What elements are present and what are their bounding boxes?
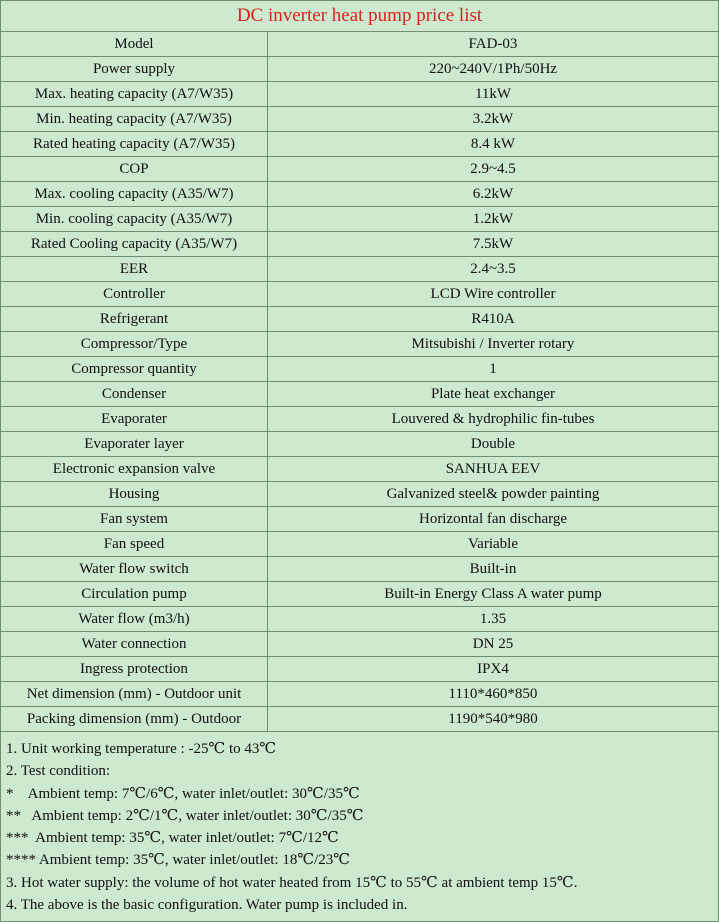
page-title: DC inverter heat pump price list	[1, 1, 718, 32]
table-row	[1, 182, 718, 207]
row-label: Compressor/Type	[1, 332, 268, 357]
row-label: Max. heating capacity (A7/W35)	[1, 82, 268, 107]
table-row	[1, 557, 718, 582]
row-value: FAD-03	[268, 32, 719, 57]
row-value: Built-in	[268, 557, 719, 582]
row-value: Galvanized steel& powder painting	[268, 482, 719, 507]
row-value: 220~240V/1Ph/50Hz	[268, 57, 719, 82]
row-value: 1	[268, 357, 719, 382]
table-row	[1, 632, 718, 657]
row-label: Condenser	[1, 382, 268, 407]
row-label: COP	[1, 157, 268, 182]
table-row	[1, 682, 718, 707]
note-line: 1. Unit working temperature : -25℃ to 43℃	[6, 741, 277, 757]
row-value: 1.35	[268, 607, 719, 632]
row-label: EER	[1, 257, 268, 282]
row-label: Fan speed	[1, 532, 268, 557]
table-row	[1, 82, 718, 107]
note-line: * Ambient temp: 7℃/6℃, water inlet/outlet: 30℃/35℃	[6, 785, 360, 802]
table-row	[1, 657, 718, 682]
row-value: 2.4~3.5	[268, 257, 719, 282]
notes-section	[1, 732, 718, 916]
row-value: Double	[268, 432, 719, 457]
row-value: SANHUA EEV	[268, 457, 719, 482]
table-row	[1, 382, 718, 407]
table-row	[1, 357, 718, 382]
row-label: Circulation pump	[1, 582, 268, 607]
row-value: Plate heat exchanger	[268, 382, 719, 407]
row-label: Max. cooling capacity (A35/W7)	[1, 182, 268, 207]
row-value: 1.2kW	[268, 207, 719, 232]
table-row	[1, 57, 718, 82]
note-line: 4. The above is the basic configuration. Water pump is included in.	[6, 897, 408, 914]
table-row	[1, 157, 718, 182]
table-row	[1, 507, 718, 532]
row-label: Evaporater	[1, 407, 268, 432]
table-row	[1, 407, 718, 432]
table-row	[1, 457, 718, 482]
table-row	[1, 32, 718, 57]
table-row	[1, 707, 718, 732]
row-value: Variable	[268, 532, 719, 557]
table-row	[1, 432, 718, 457]
table-row	[1, 282, 718, 307]
row-label: Compressor quantity	[1, 357, 268, 382]
table-row	[1, 107, 718, 132]
row-label: Water connection	[1, 632, 268, 657]
row-label: Min. cooling capacity (A35/W7)	[1, 207, 268, 232]
row-label: Rated heating capacity (A7/W35)	[1, 132, 268, 157]
note-line: *** Ambient temp: 35℃, water inlet/outlet: 7℃/12℃	[6, 830, 339, 847]
table-row	[1, 532, 718, 557]
row-label: Water flow switch	[1, 557, 268, 582]
row-label: Electronic expansion valve	[1, 457, 268, 482]
note-line: ** Ambient temp: 2℃/1℃, water inlet/outlet: 30℃/35℃	[6, 807, 364, 824]
row-label: Rated Cooling capacity (A35/W7)	[1, 232, 268, 257]
row-value: Horizontal fan discharge	[268, 507, 719, 532]
row-label: Refrigerant	[1, 307, 268, 332]
row-value: 8.4 kW	[268, 132, 719, 157]
table-row	[1, 132, 718, 157]
row-label: Min. heating capacity (A7/W35)	[1, 107, 268, 132]
row-value: IPX4	[268, 657, 719, 682]
row-value: R410A	[268, 307, 719, 332]
row-label: Power supply	[1, 57, 268, 82]
row-label: Controller	[1, 282, 268, 307]
row-label: Housing	[1, 482, 268, 507]
row-label: Water flow (m3/h)	[1, 607, 268, 632]
row-value: 2.9~4.5	[268, 157, 719, 182]
row-value: 11kW	[268, 82, 719, 107]
row-label: Ingress protection	[1, 657, 268, 682]
row-value: Built-in Energy Class A water pump	[268, 582, 719, 607]
row-label: Fan system	[1, 507, 268, 532]
row-value: 1110*460*850	[268, 682, 719, 707]
row-value: LCD Wire controller	[268, 282, 719, 307]
row-label: Model	[1, 32, 268, 57]
row-value: Mitsubishi / Inverter rotary	[268, 332, 719, 357]
table-row	[1, 207, 718, 232]
row-value: 3.2kW	[268, 107, 719, 132]
row-value: 7.5kW	[268, 232, 719, 257]
row-label: Packing dimension (mm) - Outdoor	[1, 707, 268, 732]
spec-table	[1, 32, 718, 732]
spec-table-body	[1, 32, 718, 732]
row-value: DN 25	[268, 632, 719, 657]
table-row	[1, 232, 718, 257]
note-line: **** Ambient temp: 35℃, water inlet/outlet: 18℃/23℃	[6, 852, 351, 869]
row-value: 1190*540*980	[268, 707, 719, 732]
row-value: 6.2kW	[268, 182, 719, 207]
row-label: Evaporater layer	[1, 432, 268, 457]
table-row	[1, 307, 718, 332]
table-row	[1, 332, 718, 357]
row-value: Louvered & hydrophilic fin-tubes	[268, 407, 719, 432]
note-line: 3. Hot water supply: the volume of hot water heated from 15℃ to 55℃ at ambient temp 15℃.	[6, 874, 578, 891]
row-label: Net dimension (mm) - Outdoor unit	[1, 682, 268, 707]
table-row	[1, 582, 718, 607]
table-row	[1, 257, 718, 282]
table-row	[1, 482, 718, 507]
table-row	[1, 607, 718, 632]
note-line: 2. Test condition:	[6, 763, 111, 780]
